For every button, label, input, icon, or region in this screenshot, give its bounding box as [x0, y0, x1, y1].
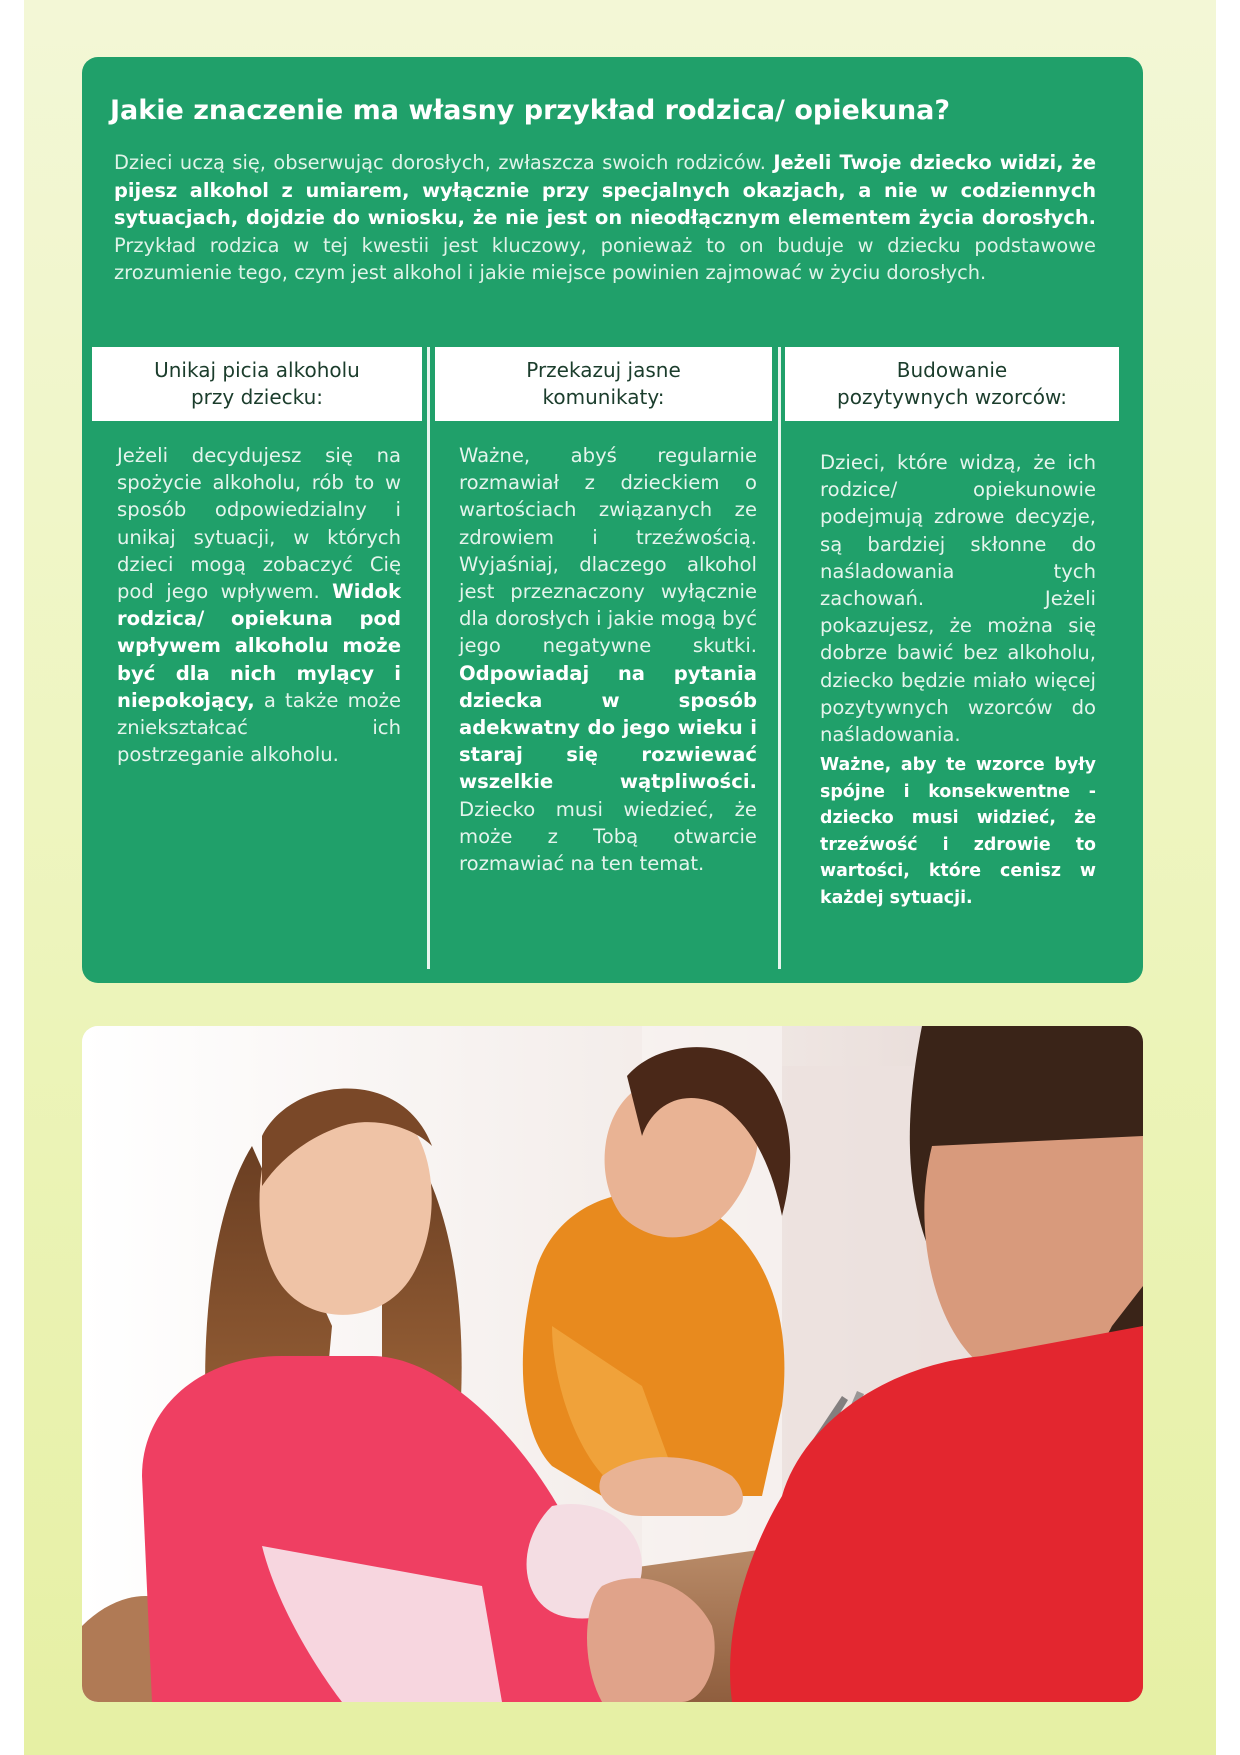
column-header-clear-messages [435, 347, 772, 421]
column-bold-text: Widok rodzica/ opiekuna pod wpływem alkoholu może być dla nich mylący i niepokojący, [117, 580, 401, 712]
column-title-line: Budowanie [896, 358, 1008, 382]
intro-text-end: Przykład rodzica w tej kwestii jest kluczowy, ponieważ to on buduje w dziecku podstawowe zrozumienie tego, czym jest alkohol i jakie miejsce powinien zajmować w życiu dorosłych. [114, 233, 1096, 284]
column-text: Jeżeli decydujesz się na spożycie alkoholu, rób to w sposób odpowiedzialny i unikaj sytuacji, w których dzieci mogą zobaczyć Cię pod jego wpływem. [117, 444, 401, 604]
column-text: Dzieci, które widzą, że ich rodzice/ opiekunowie podejmują zdrowe decyzje, są bardziej skłonne do naśladowania tych zachowań. Jeżeli pokazujesz, że można się dobrze bawić bez alkoholu, dziecko będzie miało więcej pozytywnych wzorców do naśladowania. [820, 451, 1096, 747]
column-bold-text: Odpowiadaj na pytania dziecka w sposób adekwatny do jego wieku i staraj się rozwiewać wszelkie wątpliwości. [459, 661, 757, 794]
column-text-positive-patterns [820, 449, 1096, 911]
info-panel [82, 57, 1143, 983]
column-text-clear-messages [459, 442, 757, 877]
column-text-avoid-drinking [117, 442, 401, 768]
column-divider [778, 347, 781, 969]
column-title-line: Przekazuj jasne [526, 358, 681, 382]
column-title-line: pozytywnych wzorców: [837, 385, 1067, 409]
column-text: Dziecko musi wiedzieć, że może z Tobą otwarcie rozmawiać na ten temat. [459, 797, 757, 876]
column-text: Ważne, abyś regularnie rozmawiał z dzieckiem o wartościach związanych ze zdrowiem i trzeźwością. Wyjaśniaj, dlaczego alkohol jest przeznaczony wyłącznie dla dorosłych i jakie mogą być jego negatywne skutki. [459, 444, 757, 658]
column-title-line: komunikaty: [542, 385, 665, 409]
column-text: a także może zniekształcać ich postrzeganie alkoholu. [117, 688, 401, 767]
column-title-line: Unikaj picia alkoholu [154, 358, 360, 382]
panel-heading: Jakie znaczenie ma własny przykład rodzica/ opiekuna? [110, 95, 951, 126]
intro-paragraph [114, 149, 1096, 287]
family-photo [82, 1026, 1143, 1702]
column-header-avoid-drinking [92, 347, 422, 421]
column-title-line: przy dziecku: [190, 385, 324, 409]
intro-text: Dzieci uczą się, obserwując dorosłych, zwłaszcza swoich rodziców. [114, 151, 774, 174]
column-bold-text: Ważne, aby te wzorce były spójne i konsekwentne - dziecko musi widzieć, że trzeźwość i zdrowie to wartości, które cenisz w każdej sytuacji. [820, 755, 1096, 908]
intro-bold-text: Jeżeli Twoje dziecko widzi, że pijesz alkohol z umiarem, wyłącznie przy specjalnych okazjach, a nie w codziennych sytuacjach, dojdzie do wniosku, że nie jest on nieodłącznym elementem życia dorosłych. [114, 151, 1096, 229]
column-header-positive-patterns [785, 347, 1119, 421]
column-divider [427, 347, 430, 969]
